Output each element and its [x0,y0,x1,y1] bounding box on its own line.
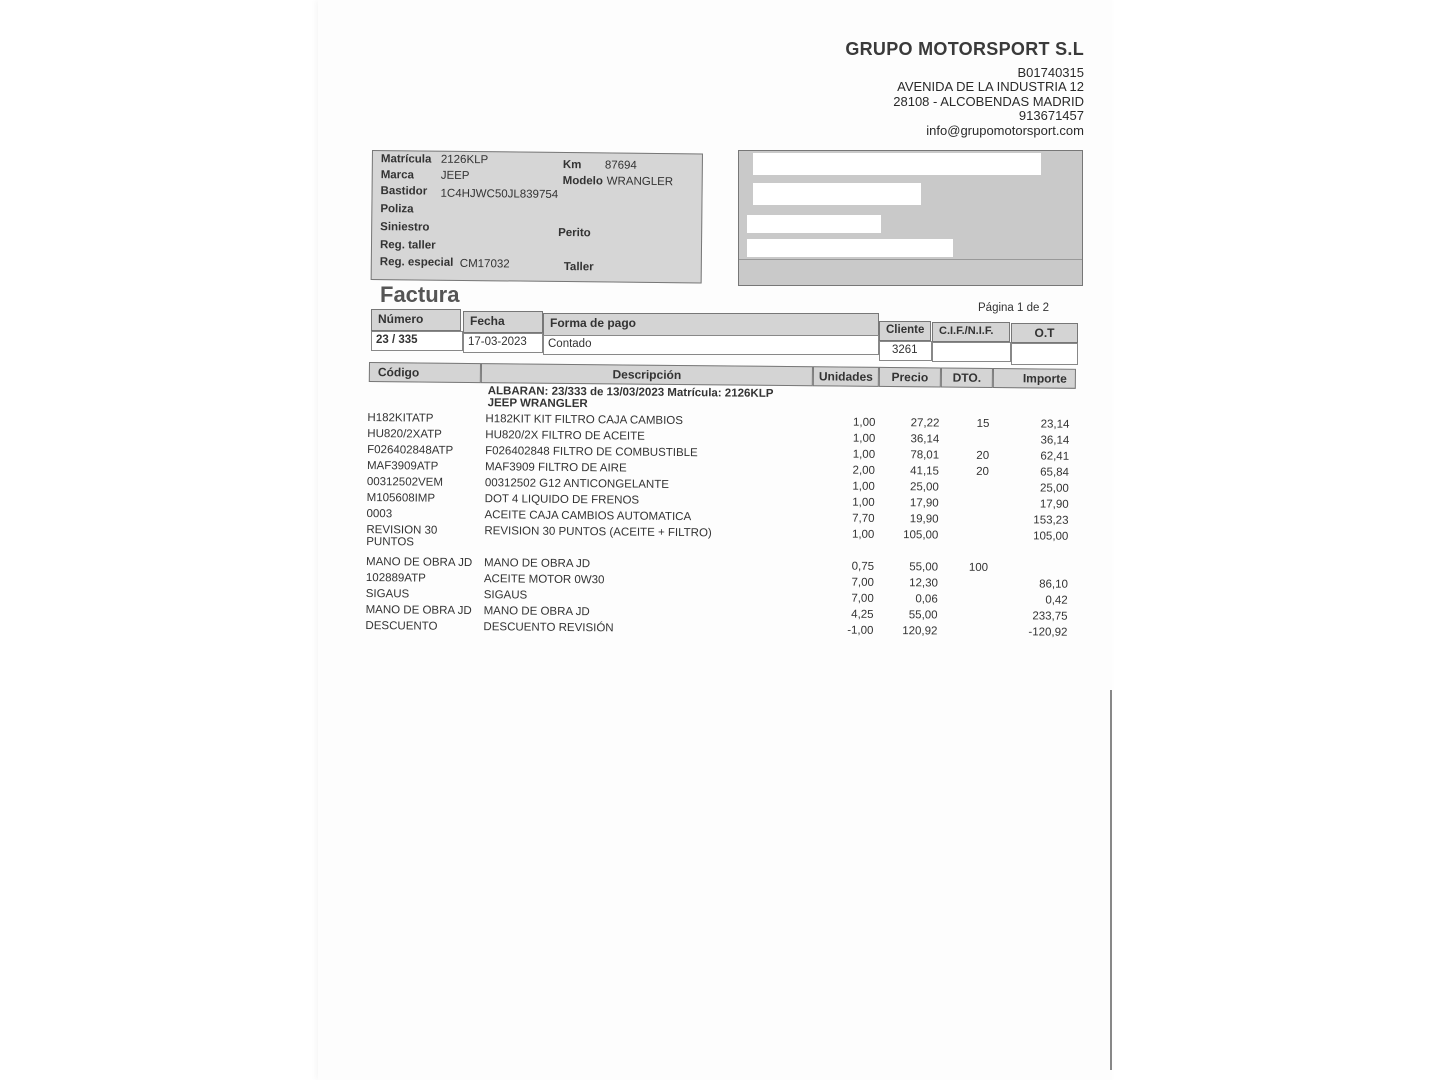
item-amount: -120,92 [1028,626,1068,639]
company-phone: 913671457 [1018,108,1084,123]
item-amount: 65,84 [1040,466,1070,479]
item-units: 7,00 [851,576,874,589]
marca-label: Marca [380,169,415,182]
item-price: 36,14 [910,433,940,446]
item-price: 41,15 [910,465,940,478]
item-code: 00312502VEM [366,476,443,489]
item-discount: 20 [976,449,990,462]
item-code: M105608IMP [366,492,436,505]
redacted-client-city [747,239,953,257]
item-description: MANO DE OBRA JD [483,605,590,619]
fecha-header: Fecha [463,311,543,333]
perito-label: Perito [558,226,591,240]
item-code: DESCUENTO [365,620,438,633]
marca-value: JEEP [440,169,470,183]
item-price: 12,30 [909,577,938,590]
poliza-label: Poliza [380,203,414,216]
vehicle-info-box [371,150,703,283]
matricula-value: 2126KLP [440,153,489,167]
client-box-divider [739,259,1082,260]
item-amount: 62,41 [1040,450,1070,463]
item-price: 105,00 [903,529,939,542]
numero-header: Número [371,309,461,331]
scan-edge-line [1110,690,1112,1070]
item-units: 7,70 [852,512,875,525]
item-description: H182KIT KIT FILTRO CAJA CAMBIOS [485,413,683,428]
cliente-value: 3261 [879,341,932,361]
item-units: 1,00 [852,480,875,493]
item-description: DESCUENTO REVISIÓN [483,621,614,635]
item-units: 1,00 [852,448,876,461]
item-description: DOT 4 LIQUIDO DE FRENOS [484,493,640,507]
fecha-value: 17-03-2023 [463,333,543,353]
company-header [845,39,1084,138]
item-code: MANO DE OBRA JD [366,556,473,570]
item-code: 0003 [366,508,393,521]
item-discount: 100 [968,561,989,574]
albaran-line: ALBARAN: 23/333 de 13/03/2023 Matrícula: 2126KLP [487,385,774,400]
item-discount: 15 [976,417,990,430]
item-code: SIGAUS [365,588,410,601]
item-price: 55,00 [909,561,939,574]
ot-header: O.T [1011,323,1078,343]
invoice-title: Factura [380,282,460,307]
item-units: 2,00 [852,464,876,477]
item-amount: 36,14 [1040,434,1070,447]
item-price: 19,90 [909,513,939,526]
bastidor-label: Bastidor [380,185,428,198]
item-price: 55,00 [908,609,938,622]
item-amount: 17,90 [1039,498,1069,511]
modelo-value: WRANGLER [606,175,674,189]
item-amount: 23,14 [1040,418,1070,431]
codigo-header: Código [369,362,481,383]
forma-pago-header: Forma de pago [543,313,879,337]
siniestro-label: Siniestro [380,221,430,234]
item-description: ACEITE CAJA CAMBIOS AUTOMATICA [484,509,692,524]
modelo-label: Modelo [562,174,603,188]
company-city: 28108 - ALCOBENDAS MADRID [893,93,1084,109]
company-cif: B01740315 [1017,64,1084,80]
item-amount: 0,42 [1045,594,1068,607]
item-amount: 25,00 [1039,482,1069,495]
forma-pago-value: Contado [543,335,879,355]
reg-especial-label: Reg. especial [379,256,454,269]
matricula-label: Matrícula [380,153,432,166]
company-name: GRUPO MOTORSPORT S.L [845,39,1084,59]
item-code: F026402848ATP [367,444,454,457]
item-code: MAF3909ATP [366,460,439,473]
item-description: REVISION 30 PUNTOS (ACEITE + FILTRO) [484,525,712,540]
item-units: 1,00 [851,528,875,541]
albaran-vehicle: JEEP WRANGLER [487,397,588,411]
item-discount: 20 [976,465,990,478]
taller-label: Taller [563,261,594,274]
item-description: HU820/2X FILTRO DE ACEITE [485,429,645,443]
client-info-box [738,150,1083,286]
item-units: 7,00 [851,592,874,605]
item-code: REVISION 30 PUNTOS [366,524,438,549]
item-description: F026402848 FILTRO DE COMBUSTIBLE [485,445,698,460]
item-amount: 153,23 [1033,514,1069,527]
redacted-client-address [747,215,881,233]
items-table [363,362,1078,659]
item-price: 25,00 [909,481,939,494]
item-units: 4,25 [851,608,874,621]
bastidor-value: 1C4HJWC50JL839754 [440,187,559,201]
item-price: 120,92 [902,625,938,638]
descripcion-header: Descripción [481,363,813,386]
item-price: 17,90 [909,497,939,510]
cliente-header: Cliente [879,321,931,341]
item-units: 1,00 [852,416,876,429]
item-code: HU820/2XATP [367,428,442,441]
item-units: 1,00 [852,496,875,509]
albaran-reference [488,385,774,412]
unidades-header: Unidades [813,366,879,387]
item-amount: 105,00 [1033,530,1069,543]
item-units: 1,00 [852,432,876,445]
reg-especial-value: CM17032 [459,257,510,271]
item-units: -1,00 [847,624,874,637]
item-description: MANO DE OBRA JD [484,557,591,571]
precio-header: Precio [879,367,941,388]
reg-taller-label: Reg. taller [379,239,436,252]
item-amount: 86,10 [1039,578,1068,591]
item-description: 00312502 G12 ANTICONGELANTE [484,477,669,491]
km-value: 87694 [604,159,637,172]
item-code: 102889ATP [365,572,426,585]
item-description: MAF3909 FILTRO DE AIRE [484,461,627,475]
page-indicator: Página 1 de 2 [978,302,1049,314]
redacted-client-line [753,183,921,205]
importe-header: Importe [993,368,1076,389]
company-address: AVENIDA DE LA INDUSTRIA 12 [897,79,1084,94]
km-label: Km [562,158,582,172]
redacted-client-name [753,153,1041,175]
item-description: ACEITE MOTOR 0W30 [483,573,605,587]
cif-value [932,342,1011,362]
ot-value [1011,343,1078,365]
cif-header: C.I.F./N.I.F. [932,322,1010,342]
item-description: SIGAUS [483,589,528,602]
company-email: info@grupomotorsport.com [926,122,1084,138]
item-price: 78,01 [910,449,940,462]
dto-header: DTO. [941,368,993,388]
item-code: MANO DE OBRA JD [365,604,472,618]
item-price: 0,06 [915,593,938,606]
item-price: 27,22 [910,417,940,430]
item-code: H182KITATP [367,412,434,425]
item-amount: 233,75 [1032,610,1068,623]
numero-value: 23 / 335 [371,331,463,351]
item-units: 0,75 [851,560,875,573]
